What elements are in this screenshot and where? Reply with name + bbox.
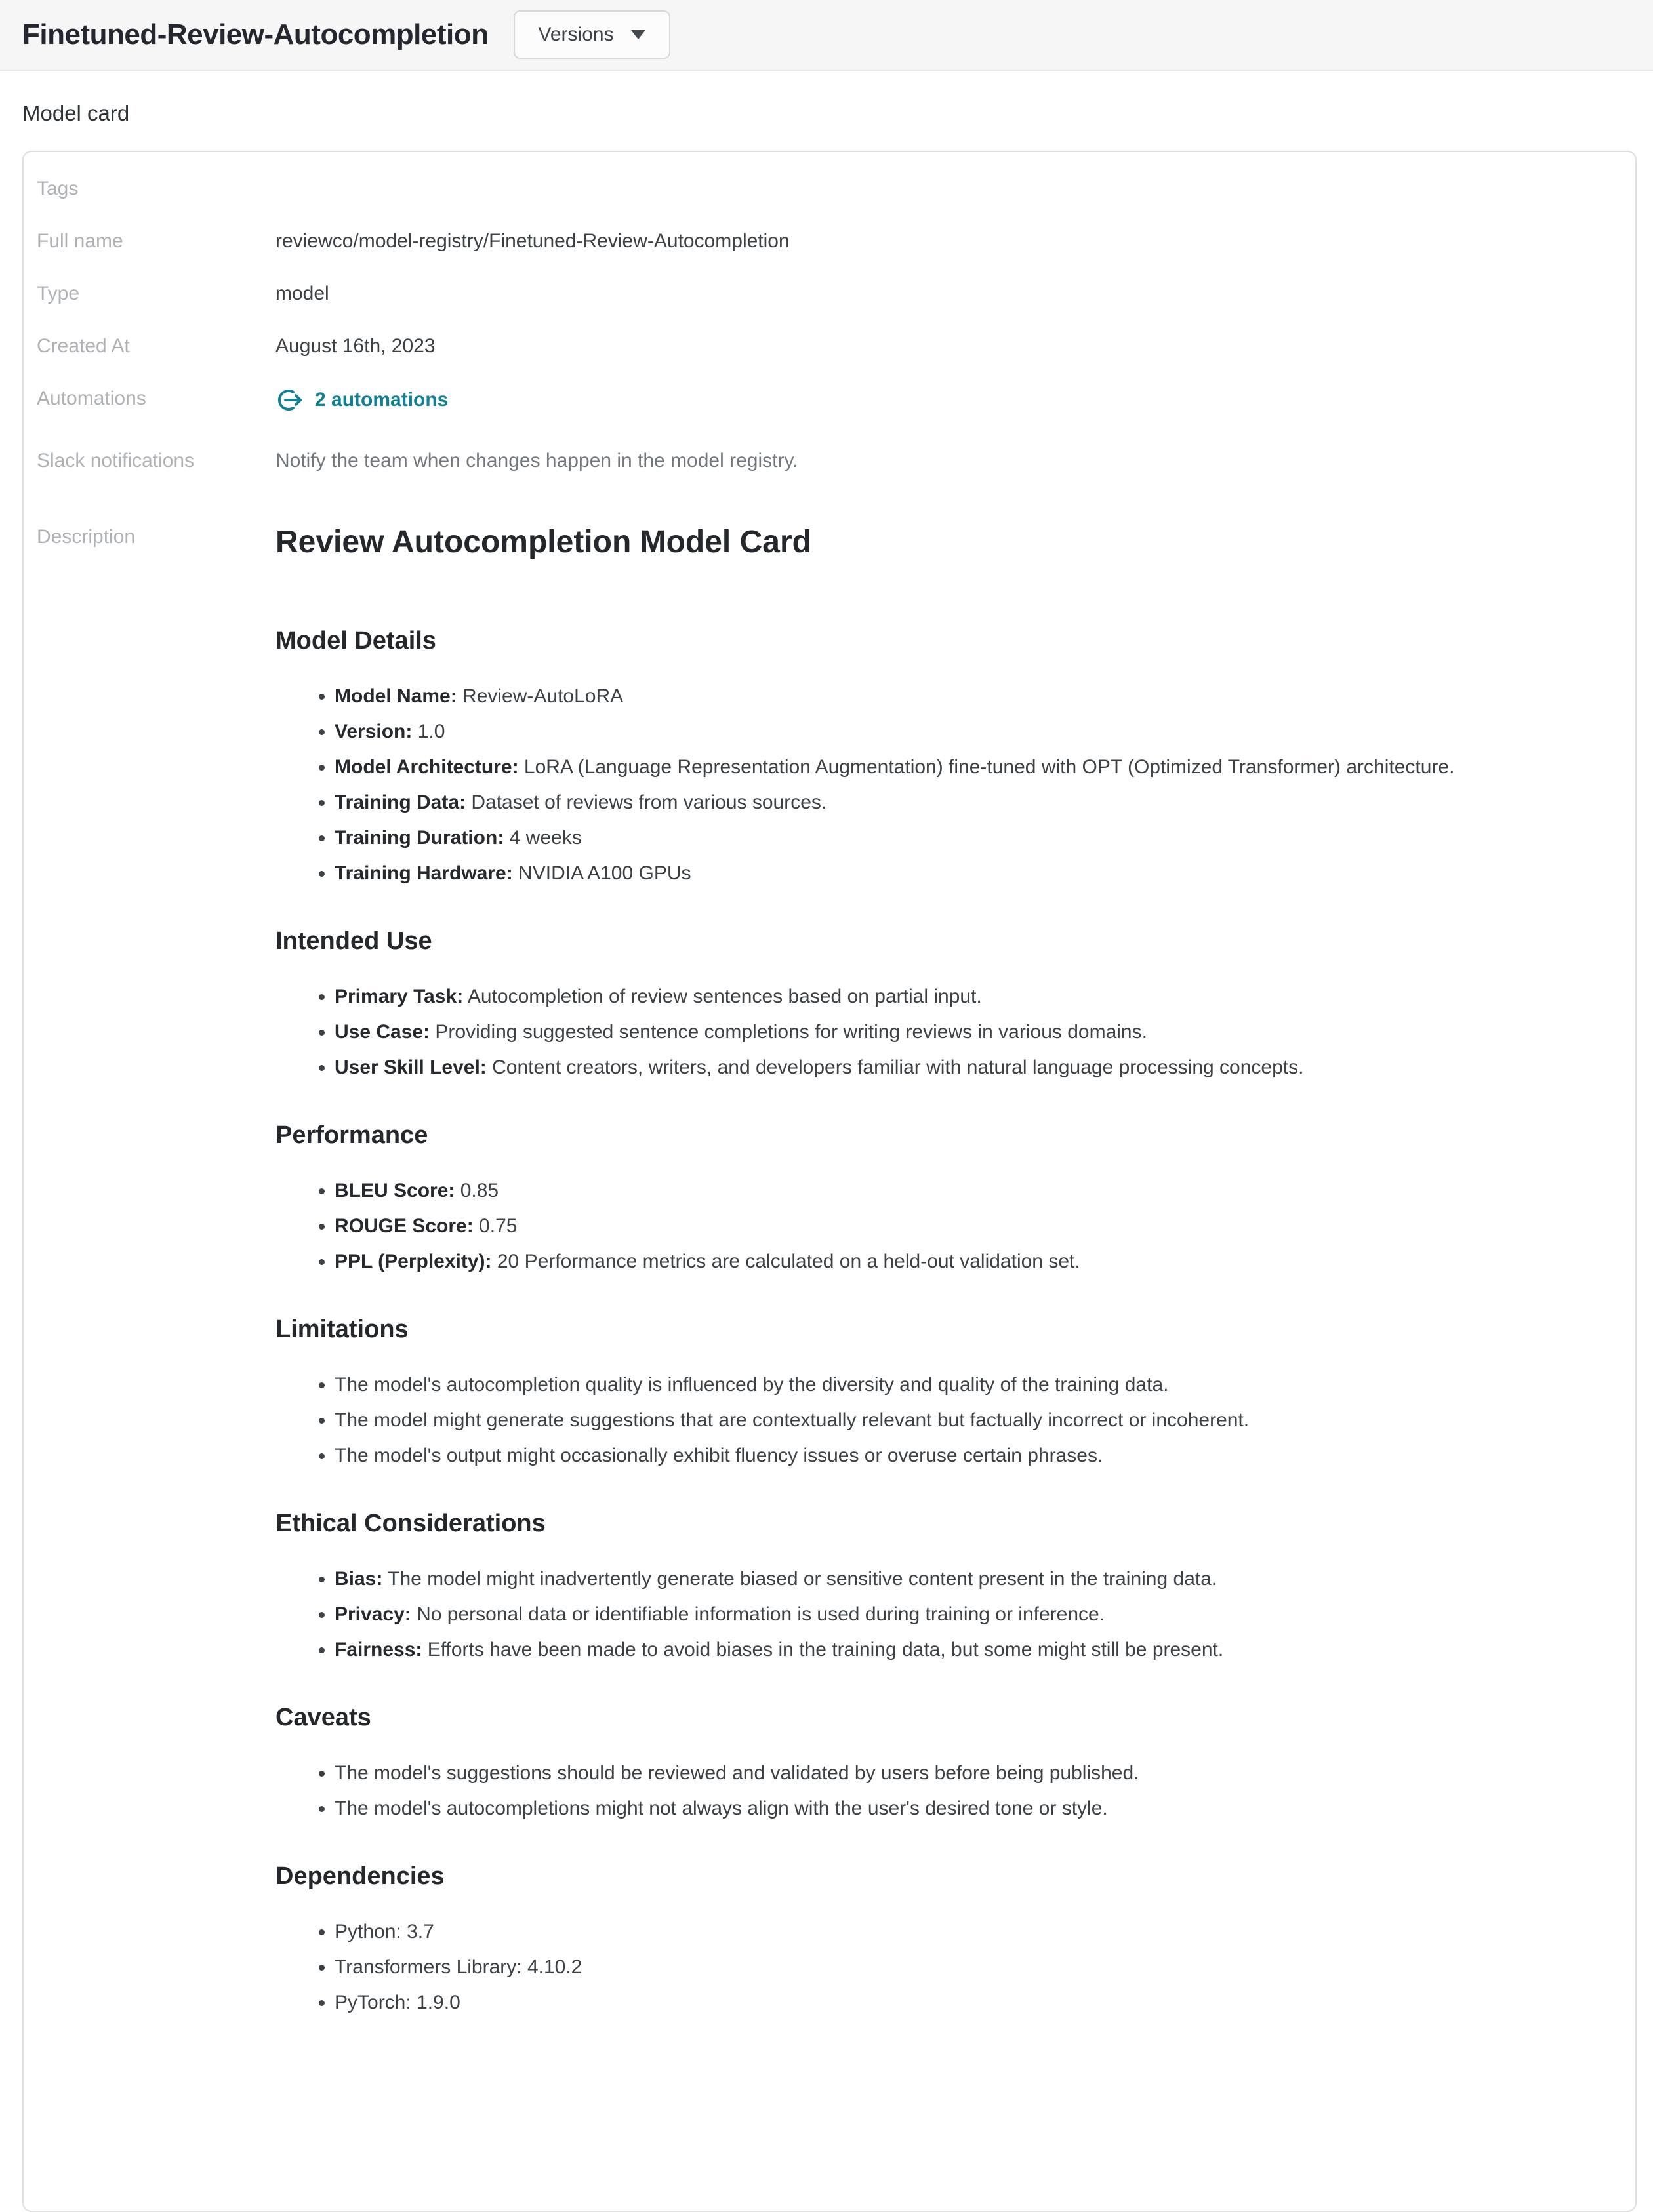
list-item-text: 4 weeks (504, 827, 582, 849)
field-label: Tags (37, 178, 79, 199)
list-item-term: Fairness: (335, 1639, 422, 1660)
description-section (276, 1315, 1620, 1466)
list-item-text: LoRA (Language Representation Augmentation) fine-tuned with OPT (Optimized Transformer) architecture. (518, 756, 1455, 778)
list-item-term: Training Duration: (335, 827, 504, 849)
list-item (335, 1180, 1620, 1201)
list-item-term: User Skill Level: (335, 1056, 487, 1078)
list-item-text: No personal data or identifiable information is used during training or inference. (411, 1603, 1105, 1625)
field-row-automations (37, 372, 1620, 435)
list-item-text: Transformers Library: 4.10.2 (335, 1956, 582, 1978)
versions-button-label: Versions (538, 24, 614, 45)
list-item (335, 1956, 1620, 1978)
registered-model-title: Finetuned-Review-Autocompletion (22, 18, 489, 50)
field-label: Full name (37, 230, 123, 252)
field-row-description (37, 511, 1620, 2040)
description-section (276, 927, 1620, 1078)
section-heading: Dependencies (276, 1862, 445, 1890)
model-card-panel (22, 151, 1637, 2212)
model-card-section-title: Model card (22, 101, 130, 125)
description-section (276, 1862, 1620, 2013)
description-section (276, 1509, 1620, 1660)
list-item-term: PPL (Perplexity): (335, 1251, 492, 1272)
list-item-term: Version: (335, 721, 413, 742)
list-item (335, 685, 1620, 707)
section-list (276, 986, 1620, 1078)
section-list (276, 1762, 1620, 1819)
list-item-text: The model might generate suggestions that are contextually relevant but factually incorrect or incoherent. (335, 1409, 1250, 1431)
section-list (276, 1374, 1620, 1466)
list-item (335, 1639, 1620, 1660)
field-label: Created At (37, 335, 130, 357)
field-label: Description (37, 526, 136, 548)
list-item-text: Dataset of reviews from various sources. (466, 792, 827, 813)
list-item-term: Training Hardware: (335, 862, 513, 884)
list-item-term: Bias: (335, 1568, 383, 1590)
list-item (335, 1992, 1620, 2013)
list-item-text: 20 Performance metrics are calculated on a held-out validation set. (491, 1251, 1080, 1272)
automations-link[interactable] (276, 386, 448, 414)
list-item (335, 1445, 1620, 1466)
chevron-down-icon (631, 30, 645, 39)
list-item-term: Use Case: (335, 1021, 430, 1043)
field-value: model (276, 283, 329, 304)
section-list (276, 1568, 1620, 1660)
field-row-tags (37, 163, 1620, 215)
list-item (335, 1056, 1620, 1078)
list-item-term: Model Name: (335, 685, 457, 707)
field-row-created-at (37, 320, 1620, 372)
section-heading: Performance (276, 1121, 428, 1149)
section-list (276, 1180, 1620, 1272)
list-item-text: The model's autocompletion quality is influenced by the diversity and quality of the training data. (335, 1374, 1169, 1396)
list-item (335, 1603, 1620, 1625)
list-item-text: Providing suggested sentence completions for writing reviews in various domains. (430, 1021, 1147, 1043)
doc-title: Review Autocompletion Model Card (276, 525, 811, 559)
list-item-text: The model might inadvertently generate biased or sensitive content present in the training data. (382, 1568, 1217, 1590)
field-value: August 16th, 2023 (276, 335, 436, 357)
list-item-text: 0.85 (455, 1180, 499, 1201)
list-item (335, 1409, 1620, 1431)
field-value: Notify the team when changes happen in the model registry. (276, 450, 798, 472)
list-item-text: Efforts have been made to avoid biases in the training data, but some might still be present. (422, 1639, 1224, 1660)
list-item-term: Privacy: (335, 1603, 411, 1625)
top-header-bar (0, 0, 1653, 71)
list-item (335, 1374, 1620, 1396)
list-item (335, 986, 1620, 1007)
field-row-type (37, 268, 1620, 320)
list-item-text: 1.0 (412, 721, 445, 742)
section-list (276, 1921, 1620, 2013)
description-section (276, 1703, 1620, 1819)
field-label: Type (37, 283, 80, 304)
description-section (276, 626, 1620, 884)
automations-link-label: 2 automations (315, 389, 449, 411)
list-item-term: BLEU Score: (335, 1180, 455, 1201)
list-item (335, 1251, 1620, 1272)
description-section (276, 1121, 1620, 1272)
list-item-text: Review-AutoLoRA (457, 685, 624, 707)
list-item-term: ROUGE Score: (335, 1215, 474, 1237)
list-item-text: PyTorch: 1.9.0 (335, 1992, 460, 2013)
list-item-text: 0.75 (473, 1215, 518, 1237)
field-value: reviewco/model-registry/Finetuned-Review-Autocompletion (276, 230, 790, 252)
list-item (335, 1215, 1620, 1237)
list-item (335, 1762, 1620, 1784)
list-item (335, 792, 1620, 813)
section-heading: Limitations (276, 1316, 409, 1343)
list-item-term: Training Data: (335, 792, 466, 813)
automation-icon (276, 386, 304, 414)
list-item-text: NVIDIA A100 GPUs (512, 862, 691, 884)
list-item-text: The model's output might occasionally exhibit fluency issues or overuse certain phrases. (335, 1445, 1103, 1466)
section-heading: Caveats (276, 1704, 371, 1731)
list-item (335, 827, 1620, 849)
field-row-full-name (37, 215, 1620, 268)
list-item-text: Python: 3.7 (335, 1921, 434, 1942)
list-item-term: Primary Task: (335, 986, 464, 1007)
description-content (276, 524, 1620, 2027)
list-item (335, 721, 1620, 742)
section-heading: Ethical Considerations (276, 1510, 546, 1537)
field-row-slack-notifications (37, 435, 1620, 487)
list-item (335, 862, 1620, 884)
list-item-text: Autocompletion of review sentences based on partial input. (463, 986, 982, 1007)
versions-button[interactable] (514, 10, 670, 59)
list-item (335, 1921, 1620, 1942)
list-item (335, 1798, 1620, 1819)
list-item-text: Content creators, writers, and developers familiar with natural language processing concepts. (486, 1056, 1304, 1078)
list-item-text: The model's autocompletions might not always align with the user's desired tone or style. (335, 1798, 1108, 1819)
section-heading: Intended Use (276, 927, 432, 955)
list-item (335, 1568, 1620, 1590)
section-heading: Model Details (276, 627, 436, 654)
list-item-term: Model Architecture: (335, 756, 519, 778)
section-list (276, 685, 1620, 884)
list-item (335, 1021, 1620, 1043)
description-sections (276, 626, 1620, 2013)
list-item (335, 756, 1620, 778)
field-label: Slack notifications (37, 450, 195, 472)
list-item-text: The model's suggestions should be reviewed and validated by users before being published. (335, 1762, 1139, 1784)
field-label: Automations (37, 388, 146, 409)
